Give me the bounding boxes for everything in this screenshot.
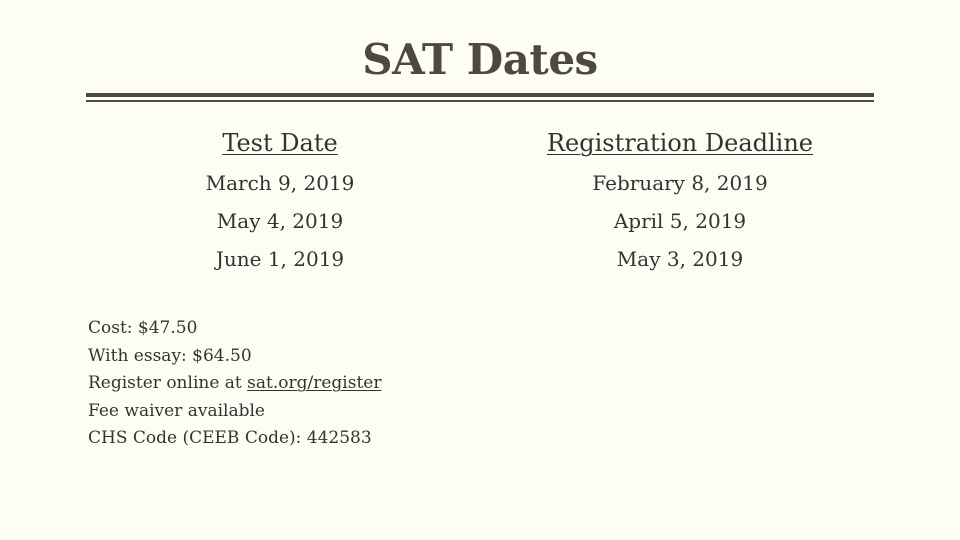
test-date-cell: May 4, 2019 (216, 209, 344, 233)
title-divider-thin (86, 100, 874, 102)
test-date-cell: June 1, 2019 (215, 247, 345, 271)
registration-deadline-cell: April 5, 2019 (613, 209, 747, 233)
cost-text: Cost: $47.50 (88, 318, 198, 338)
title-divider-thick (86, 93, 874, 97)
test-date-header: Test Date (222, 129, 338, 157)
test-date-cell: March 9, 2019 (205, 171, 355, 195)
registration-deadline-header: Registration Deadline (546, 129, 814, 157)
register-line (88, 370, 382, 398)
registration-deadline-cell: February 8, 2019 (592, 171, 768, 195)
test-date-column (160, 126, 400, 278)
page-title: SAT Dates (362, 35, 598, 84)
register-link[interactable]: sat.org/register (247, 373, 382, 394)
registration-deadline-cell: May 3, 2019 (616, 247, 744, 271)
essay-cost-text: With essay: $64.50 (88, 345, 252, 366)
fee-waiver-text: Fee waiver available (88, 400, 265, 421)
info-block (88, 315, 382, 453)
registration-deadline-column (520, 126, 840, 278)
register-prefix-text: Register online at (88, 373, 248, 394)
school-code-text: CHS Code (CEEB Code): 442583 (88, 428, 372, 449)
